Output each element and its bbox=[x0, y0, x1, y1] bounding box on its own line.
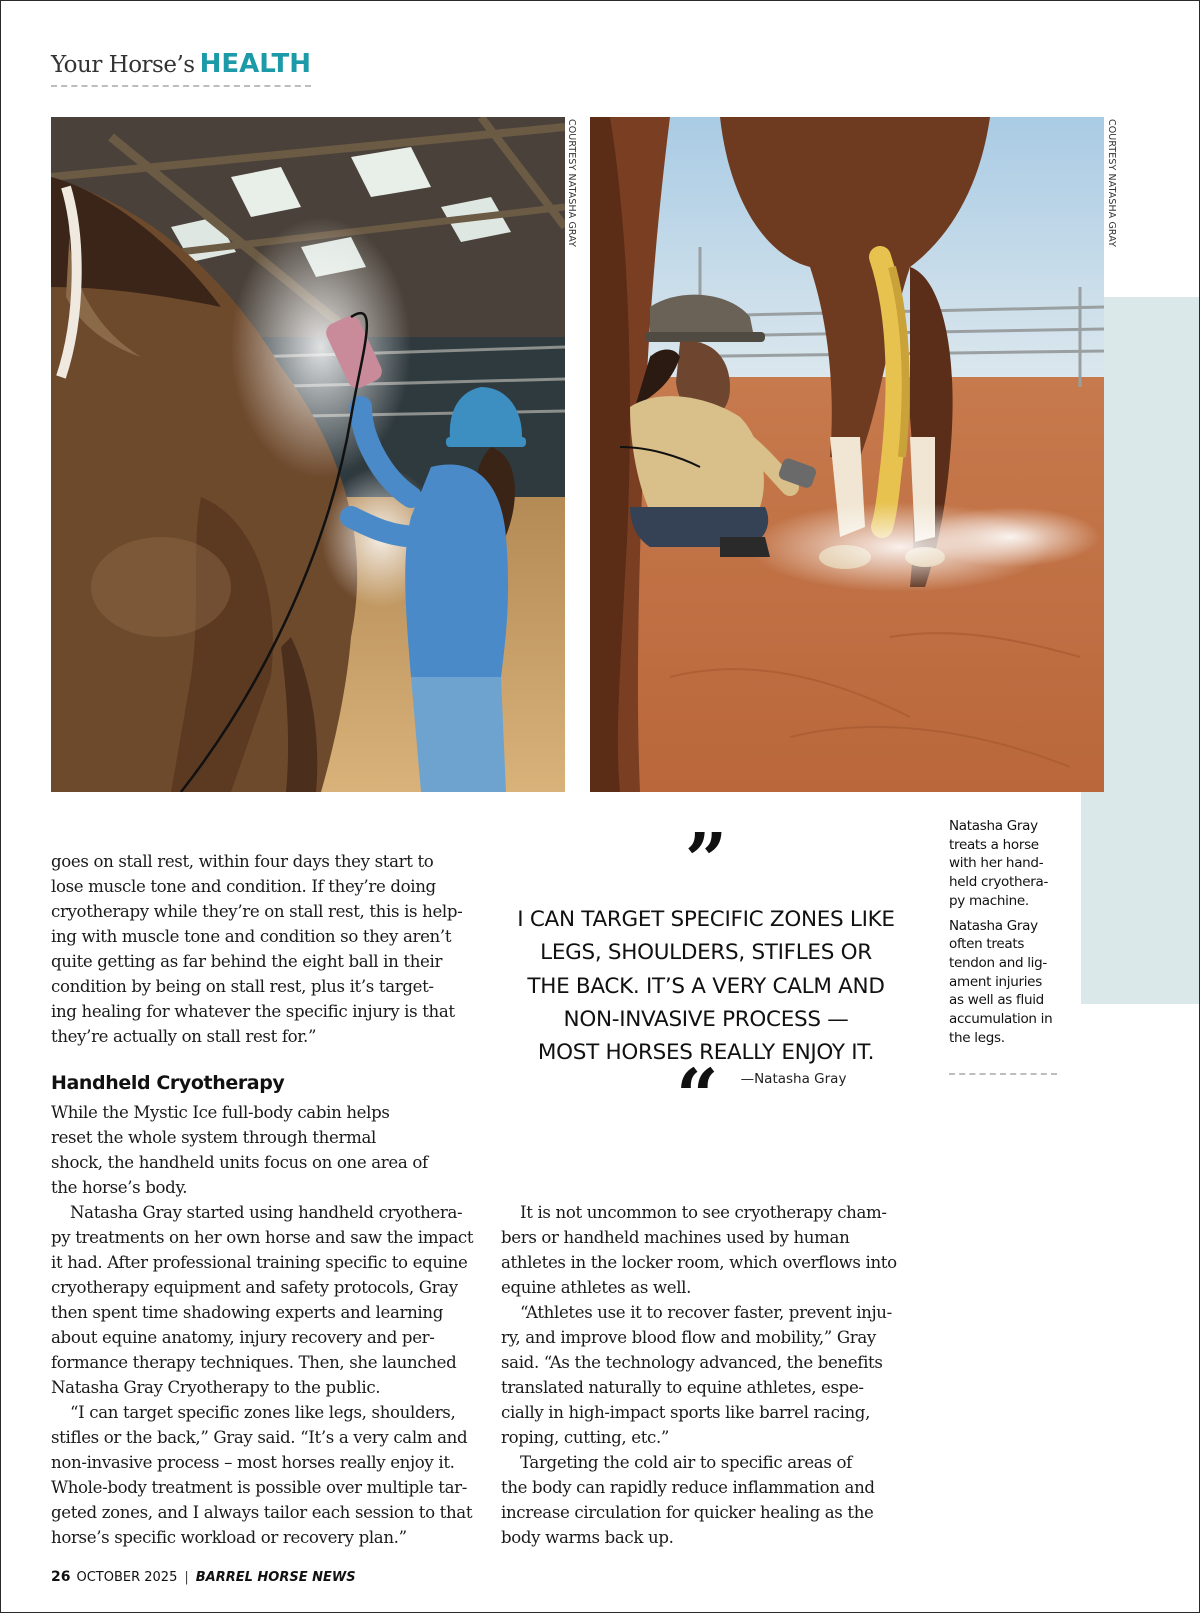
article-line: the body can rapidly reduce inflammation and bbox=[501, 1478, 875, 1497]
photo-credit-left: COURTESY NATASHA GRAY bbox=[566, 119, 577, 247]
caption-line: often treats bbox=[949, 936, 1025, 953]
article-line: formance therapy techniques. Then, she launched bbox=[51, 1353, 457, 1372]
caption-line: with her hand- bbox=[949, 855, 1044, 872]
article-line: “Athletes use it to recover faster, prevent inju- bbox=[520, 1303, 892, 1322]
article-line: reset the whole system through thermal bbox=[51, 1128, 376, 1147]
pull-quote bbox=[506, 818, 906, 1140]
article-line: body warms back up. bbox=[501, 1528, 674, 1547]
article-subhead: Handheld Cryotherapy bbox=[51, 1072, 285, 1094]
pull-quote-line: NON-INVASIVE PROCESS — bbox=[563, 1006, 849, 1032]
magazine-name: BARREL HORSE NEWS bbox=[195, 1570, 356, 1585]
article-column-middle bbox=[501, 1200, 921, 1550]
pull-quote-line: MOST HORSES REALLY ENJOY IT. bbox=[537, 1040, 875, 1066]
article-line: horse’s specific workload or recovery plan.” bbox=[51, 1528, 407, 1547]
caption-line: treats a horse bbox=[949, 836, 1039, 853]
article-line: it had. After professional training specific to equine bbox=[51, 1253, 468, 1272]
article-line: Targeting the cold air to specific areas of bbox=[520, 1453, 852, 1472]
caption-line: py machine. bbox=[949, 892, 1029, 909]
pull-quote-line: I CAN TARGET SPECIFIC ZONES LIKE bbox=[517, 907, 895, 932]
article-line: cryotherapy equipment and safety protocols, Gray bbox=[51, 1278, 458, 1297]
article-line: non-invasive process – most horses really enjoy it. bbox=[51, 1453, 455, 1472]
caption-line: accumulation in bbox=[949, 1011, 1053, 1028]
article-column-left-bottom bbox=[51, 1100, 491, 1550]
article-line: cryotherapy while they’re on stall rest, this is help- bbox=[51, 902, 463, 921]
photo-caption bbox=[949, 817, 1061, 1053]
open-quote-mark: ” bbox=[684, 818, 728, 904]
page-number: 26 bbox=[51, 1569, 71, 1585]
section-label: HEALTH bbox=[199, 49, 311, 79]
article-line: Natasha Gray Cryotherapy to the public. bbox=[51, 1378, 381, 1397]
pull-quote-footer bbox=[676, 1054, 976, 1140]
caption-paragraph bbox=[949, 917, 1061, 1048]
article-line: equine athletes as well. bbox=[501, 1278, 692, 1297]
article-line: quite getting as far behind the eight ball in their bbox=[51, 952, 443, 971]
photo-barn-illustration bbox=[51, 117, 565, 792]
article-line: ing healing for whatever the specific injury is that bbox=[51, 1002, 455, 1021]
article-line: cially in high-impact sports like barrel racing, bbox=[501, 1403, 871, 1422]
article-line: It is not uncommon to see cryotherapy cham- bbox=[520, 1203, 887, 1222]
article-line: shock, the handheld units focus on one area of bbox=[51, 1153, 428, 1172]
footer-separator: | bbox=[184, 1570, 189, 1585]
article-line: about equine anatomy, injury recovery and per- bbox=[51, 1328, 435, 1347]
article-line: athletes in the locker room, which overflows into bbox=[501, 1253, 897, 1272]
article-line: they’re actually on stall rest for.” bbox=[51, 1027, 317, 1046]
caption-line: held cryothera- bbox=[949, 874, 1049, 891]
article-line: roping, cutting, etc.” bbox=[501, 1428, 670, 1447]
article-line: ry, and improve blood flow and mobility,” Gray bbox=[501, 1328, 876, 1347]
issue-date: OCTOBER 2025 bbox=[76, 1570, 178, 1585]
article-line: geted zones, and I always tailor each session to that bbox=[51, 1503, 473, 1522]
article-line: While the Mystic Ice full-body cabin helps bbox=[51, 1103, 390, 1122]
photo-arena-illustration bbox=[590, 117, 1104, 792]
pull-quote-text bbox=[506, 903, 906, 1069]
section-kicker: Your Horse’s bbox=[51, 52, 195, 78]
pull-quote-line: THE BACK. IT’S A VERY CALM AND bbox=[527, 973, 885, 999]
page-footer bbox=[51, 1569, 356, 1585]
caption-line: tendon and lig- bbox=[949, 954, 1047, 971]
article-line: condition by being on stall rest, plus it’s target- bbox=[51, 977, 434, 996]
article-line: the horse’s body. bbox=[51, 1178, 188, 1197]
article-line: “I can target specific zones like legs, shoulders, bbox=[70, 1403, 456, 1422]
article-line: translated naturally to equine athletes, espe- bbox=[501, 1378, 864, 1397]
article-line: py treatments on her own horse and saw the impact bbox=[51, 1228, 474, 1247]
caption-paragraph bbox=[949, 817, 1061, 911]
article-line: said. “As the technology advanced, the benefits bbox=[501, 1353, 883, 1372]
article-line: Natasha Gray started using handheld cryothera- bbox=[70, 1203, 463, 1222]
article-line: ing with muscle tone and condition so they aren’t bbox=[51, 927, 452, 946]
photo-credit-right: COURTESY NATASHA GRAY bbox=[1106, 119, 1117, 247]
caption-line: ament injuries bbox=[949, 973, 1042, 990]
article-column-left-top bbox=[51, 849, 491, 1049]
article-line: then spent time shadowing experts and learning bbox=[51, 1303, 443, 1322]
article-line: Whole-body treatment is possible over multiple tar- bbox=[51, 1478, 467, 1497]
pull-quote-attribution: —Natasha Gray bbox=[740, 1071, 847, 1087]
caption-line: as well as fluid bbox=[949, 992, 1044, 1009]
article-line: stifles or the back,” Gray said. “It’s a very calm and bbox=[51, 1428, 468, 1447]
article-line: lose muscle tone and condition. If they’re doing bbox=[51, 877, 436, 896]
section-header bbox=[51, 49, 311, 87]
close-quote-mark: “ bbox=[676, 1054, 719, 1140]
photo-barn-cryotherapy bbox=[51, 117, 565, 792]
caption-line: Natasha Gray bbox=[949, 917, 1038, 934]
pull-quote-line: LEGS, SHOULDERS, STIFLES OR bbox=[540, 940, 872, 966]
caption-line: the legs. bbox=[949, 1029, 1005, 1046]
article-line: increase circulation for quicker healing as the bbox=[501, 1503, 874, 1522]
photo-arena-leg-treatment bbox=[590, 117, 1104, 792]
caption-line: Natasha Gray bbox=[949, 818, 1038, 834]
article-line: goes on stall rest, within four days they start to bbox=[51, 852, 434, 871]
article-line: bers or handheld machines used by human bbox=[501, 1228, 850, 1247]
